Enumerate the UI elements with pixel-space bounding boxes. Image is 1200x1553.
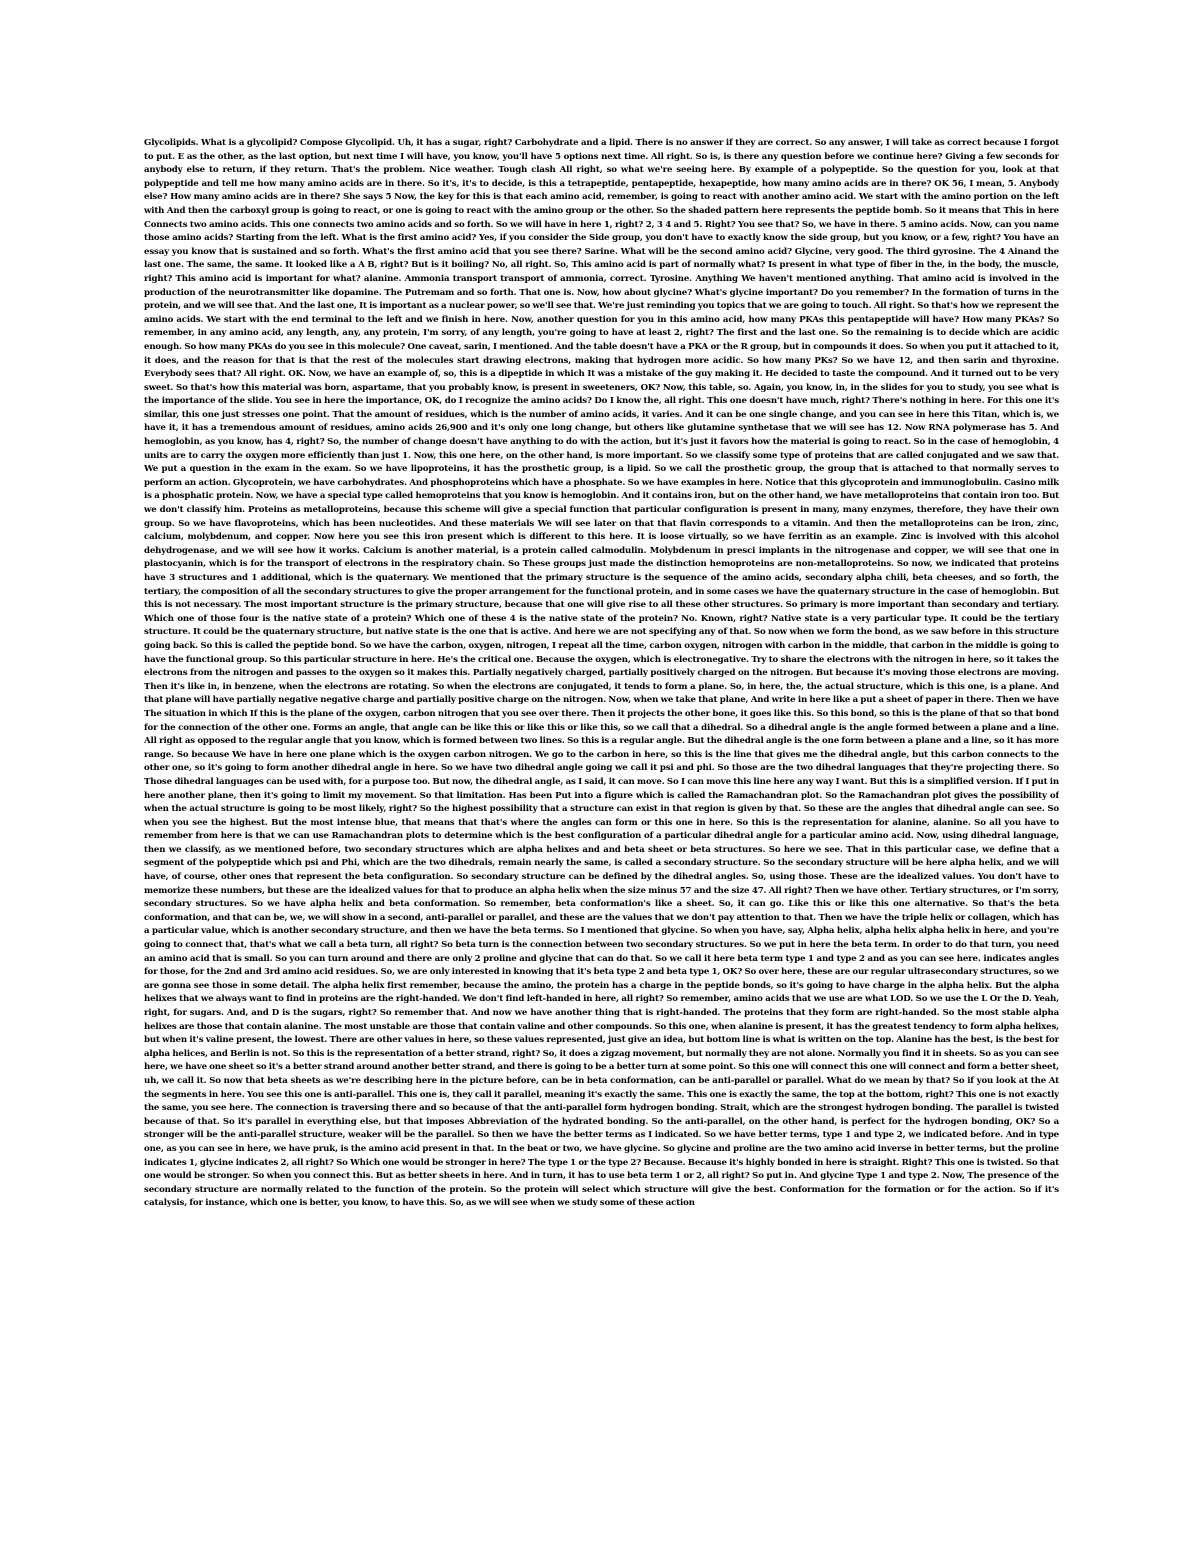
transcript-paragraph: Glycolipids. What is a glycolipid? Compose Glycolipid. Uh, it has a sugar, right? Carbohydrate and a lipid. There is no answer if they are correct. So any answer, I will take as correct because I forgot to put. E as the other, as the last option, but next time I will have, you know, you'll have 5 options next time. All right. So is, is there any question before we continue here? Giving a few seconds for anybody else to return, if they return. That's the problem. Nice weather. Tough clash All right, so what we're seeing here. By example of a polypeptide. So the question for you, look at that polypeptide and tell me how many amino acids are in there. So it's, it's to decide, is this a tetrapeptide, pentapeptide, hexapeptide, how many amino acids are in there? OK 56, I mean, 5. Anybody else? How many amino acids are in there? She says 5 Now, the key for this is that each amino acid, remember, is going to react with another amino acid. We start with the amino portion on the left with And then the carboxyl group is going to react, or one is going to react with the amino group or the other. So the shaded pattern here represents the peptide bomb. So it means that This in here Connects two amino acids. This one connects two amino acids and so forth. So we will have in here 1, right? 2, 3 4 and 5. Right? You see that? So, we have in there. 5 amino acids. Now, can you name those amino acids? Starting from the left. What is the first amino acid? Yes, if you consider the Side group, you don't have to exactly know the side group, but you know, or a few, right? You have an essay you know that is sustained and so forth. What's the first amino acid that you see there? Sarine. What will be the second amino acid? Glycine, very good. The third gyrosine. The 4 Ainand the last one. The same, the same. It looked like a A B, right? But is it boiling? No, all right. So, This amino acid is part of normally what? Is present in what type of fiber in the, in the body, the muscle, right? This amino acid is important for what? alanine. Ammonia transport transport of ammonia, correct. Tyrosine. Anything We haven't mentioned anything. That amino acid is involved in the production of the neurotransmitter like dopamine. The Putremam and so forth. That one is. Now, how about glycine? What's glycine important? Do you remember? In the formation of turns in the protein, and we will see that. And the last one, It is important as a nuclear power, so we'll see that. We're just reminding you topics that we are going to touch. All right. So that's how we represent the amino acids. We start with the end terminal to the left and we finish in here. Now, another question for you in this amino acid, how many PKAs this pentapeptide will have? How many PKAs? So remember, in any amino acid, any length, any, any protein, I'm sorry, of any length, you're going to have at least 2, right? The first and the last one. So the remaining is to decide which are acidic enough. So how many PKAs do you see in this molecule? One caveat, sarin, I mentioned. And the table doesn't have a PKA or the R group, but in compounds it does. So when you put it attached to it, it does, and the reason for that is that the rest of the molecules start drawing electrons, making that hydrogen more acidic. So how many PKs? So we have 12, and then sarin and thyroxine. Everybody sees that? All right. OK. Now, we have an example of, so, this is a dipeptide in which It was a mistake of the guy making it. He decided to taste the compound. And it turned out to be very sweet. So that's how this material was born, aspartame, that you probably know, is present in sweeteners, OK? Now, this table, so. Again, you know, in, in the slides for you to study, you see what is the importance of the slide. You see in here the importance, OK, do I recognize the amino acids? Do I know the, all right. This one doesn't have much, right? There's nothing in here. For this one it's similar, this one just stresses one point. That the amount of residues, which is the number of amino acids, it varies. And it can be one single change, and you can see in here this Titan, which is, we have it, it has a tremendous amount of residues, amino acids 26,900 and it's only one long change, but others like glutamine synthetase that we will see has 12. Now RNA polymerase has 5. And hemoglobin, as you know, has 4, right? So, the number of change doesn't have anything to do with the action, but it's just it favors how the material is going to react. So in the case of hemoglobin, 4 units are to carry the oxygen more efficiently than just 1. Now, this one here, on the other hand, is more important. So we classify some type of proteins that are called conjugated and we saw that. We put a question in the exam in the exam. So we have lipoproteins, it has the prosthetic group, is a lipid. So we call the prosthetic group, the group that is attached to that normally serves to perform an action. Glycoprotein, we have carbohydrates. And phosphoproteins which have a phosphate. So we have examples in here. Notice that this glycoprotein and immunoglobulin. Casino milk is a phosphatic protein. Now, we have a special type called hemoproteins that you know is hemoglobin. And it contains iron, but on the other hand, we have metalloproteins that contain iron too. But we don't classify him. Proteins as metalloproteins, because this scheme will give a special function that particular configuration is present in many, many enzymes, therefore, they have their own group. So we have flavoproteins, which has been nucleotides. And these materials We will see later on that that flavin corresponds to a vitamin. And then the metalloproteins can be iron, zinc, calcium, molybdenum, and copper. Now here you see this iron present which is different to this here. It is loose virtually, so we have ferritin as an example. Zinc is involved with this alcohol dehydrogenase, and we will see how it works. Calcium is another material, is a protein called calmodulin. Molybdenum in presci implants in the nitrogenase and copper, we will see that one in plastocyanin, which is for the transport of electrons in the respiratory chain. So These groups just made the distinction hemoproteins are non-metalloproteins. So now, we indicated that proteins have 3 structures and 1 additional, which is the quaternary. We mentioned that the primary structure is the sequence of the amino acids, secondary alpha chili, beta cheeses, and so forth, the tertiary, the composition of all the secondary structures to give the proper arrangement for the functional protein, and in some cases we have the quaternary structure in the case of hemoglobin. But this is not necessary. The most important structure is the primary structure, because that one will give rise to all these other structures. So primary is more important than secondary and tertiary. Which one of those four is the native state of a protein? Which one of these 4 is the native state of the protein? No. Known, right? Native state is a very particular type. It could be the tertiary structure. It could be the quaternary structure, but native state is the one that is active. And here we are not specifying any of that. So now when we form the bond, as we saw before in this structure going back. So this is called the peptide bond. So we have the carbon, oxygen, nitrogen, I repeat all the time, carbon oxygen, nitrogen with carbon in the middle, that carbon in the middle is going to have the functional group. So this particular structure in here. He's the critical one. Because the oxygen, which is electronegative. Try to share the electrons with the nitrogen in here, so it takes the electrons from the nitrogen and passes to the oxygen so it makes this. Partially negatively charged, partially positively charged on the nitrogen. But because it's moving those electrons are moving. Then it's like in, in benzene, when the electrons are rotating. So when the electrons are conjugated, it tends to form a plane. So, in here, the, the actual structure, which is this one, is a plane. And that plane will have partially negative negative charge and partially positive charge on the nitrogen. Now, when we take that plane, And write in here like a put a sheet of paper in there. Then we have The situation in which If this is the plane of the oxygen, carbon nitrogen that you see over there. Then it projects the other bone, it goes like this. So this bond, so this is the plane of that so that bond for the connection of the other one. Forms an angle, that angle can be like this or like this or like this, so we call that a dihedral. So a dihedral angle is the angle formed between a plane and a line. All right as opposed to the regular angle that you know, which is formed between two lines. So this is a regular angle. But the dihedral angle is the one form between a plane and a line, so it has more range. So because We have in here one plane which is the oxygen carbon nitrogen. We go to the carbon in here, so this is the line that gives me the dihedral angle, but this carbon connects to the other one, so it's going to form another dihedral angle in here. So we have two dihedral angle going we call it psi and phi. So those are the two dihedral languages that they're projecting there. So Those dihedral languages can be used with, for a purpose too. But now, the dihedral angle, as I said, it can move. So I can move this line here any way I want. But this is a simplified version. If I put in here another plane, then it's going to limit my movement. So that limitation. Has been Put into a figure which is called the Ramachandran plot. So the Ramachandran plot gives the possibility of when the actual structure is going to be most likely, right? So the highest possibility that a structure can exist in that region is given by that. So these are the angles that dihedral angle can see. So when you see the highest. But the most intense blue, that means that that's where the angles can form or this one in here. So this is the representation for alanine, alanine. So all you have to remember from here is that we can use Ramachandran plots to determine which is the best configuration of a particular dihedral angle for a particular amino acid. Now, using dihedral language, then we classify, as we mentioned before, two secondary structures which are alpha helixes and and beta sheet or beta structures. So here we see. That in this particular case, we define that a segment of the polypeptide which psi and Phi, which are the two dihedrals, remain nearly the same, is called a secondary structure. So the secondary structure will be here alpha helix, and we will have, of course, other ones that represent the beta configuration. So secondary structure can be defined by the dihedral angles. So, using those. These are the idealized values. You don't have to memorize these numbers, but these are the idealized values for that to produce an alpha helix when the size minus 57 and the size 47. All right? Then we have other. Tertiary structures, or I'm sorry, secondary structures. So we have alpha helix and beta conformation. So remember, beta conformation's like a sheet. So, it can go. Like this or like this one alternative. So that's the beta conformation, and that can be, we, we will show in a second, anti-parallel or parallel, and these are the values that we don't pay attention to that. Then we have the triple helix or collagen, which has a particular value, which is another secondary structure, and then we have the beta terms. So I mentioned that glycine. So when you have, say, Alpha helix, alpha helix alpha helix in here, and you're going to connect that, that's what we call a beta turn, all right? So beta turn is the connection between two secondary structures. So we put in here the beta term. In order to do that turn, you need an amino acid that is small. So you can turn around and there are only 2 proline and glycine that can do that. So we call it here beta term type 1 and type 2 and as you can see here. indicates angles for those, for the 2nd and 3rd amino acid residues. So, we are only interested in knowing that it's beta type 2 and beta type 1, OK? So over here, these are our regular ultrasecondary structures, so we are gonna see those in some detail. The alpha helix first remember, because the amino, the protein has a charge in the peptide bonds, so it's going to have charge in the alpha helix. But the alpha helixes that we always want to find in proteins are the right-handed. We don't find left-handed in here, all right? So remember, amino acids that we use are what LOD. So we use the L Or the D. Yeah, right, for sugars. And, and D is the sugars, right? So remember that. And now we have another thing that is right-handed. The proteins that they form are right-handed. So the most stable alpha helixes are those that contain alanine. The most unstable are those that contain valine and other compounds. So this one, when alanine is present, it has the greatest tendency to form alpha helixes, but when it's valine present, the lowest. There are other values in here, so these values represented, just give an idea, but bottom line is what is written on the top. Alanine has the best, is the best for alpha helices, and Berlin is not. So this is the representation of a better strand, right? So, it does a zigzag movement, but normally they are not alone. Normally you find it in sheets. So as you can see here, we have one sheet so it's a better strand around another better strand, and there is going to be a better turn at some point. So this one will connect this one will connect and form a better sheet, uh, we call it. So now that beta sheets as we're describing here in the picture before, can be in beta conformation, can be anti-parallel or parallel. What do we mean by that? So if you look at the At the segments in here. You see this one is anti-parallel. This one is, they call it parallel, meaning it's exactly the same. This one is exactly the same, the top at the bottom, right? This one is not exactly the same, you see here. The connection is traversing there and so because of that the anti-parallel form hydrogen bonding. Strait, which are the strongest hydrogen bonding. The parallel is twisted because of that. So it's parallel in everything else, but that imposes Abbreviation of the hydrated bonding. So the anti-parallel, on the other hand, is perfect for the hydrogen bonding, OK? So a stronger will be the anti-parallel structure, weaker will be the parallel. So then we have the better terms as I indicated. So we have better terms, type 1 and type 2, we indicated before. And in type one, as you can see in here, we have pruk, is the amino acid present in that. In the beat or two, we have glycine. So glycine and proline are the two amino acid inverse in better terms, but the proline indicates 1, glycine indicates 2, all right? So Which one would be stronger in here? The type 1 or the type 2? Because. Because it's highly bonded in here is straight. Right? This one is twisted. So that one would be stronger. So when you connect this. But as better sheets in here. And in turn, it has to use beta term 1 or 2, all right? So put in. And glycine Type 1 and type 2. Now, The presence of the secondary structure are normally related to the function of the protein. So the protein will select which structure will give the best. Conformation for the formation or for the action. So if it's catalysis, for instance, which one is better, you know, to have this. So, as we will see when we study some of these action <box>144 138 1059 1209</box>
transcript-page <box>144 137 1059 1427</box>
